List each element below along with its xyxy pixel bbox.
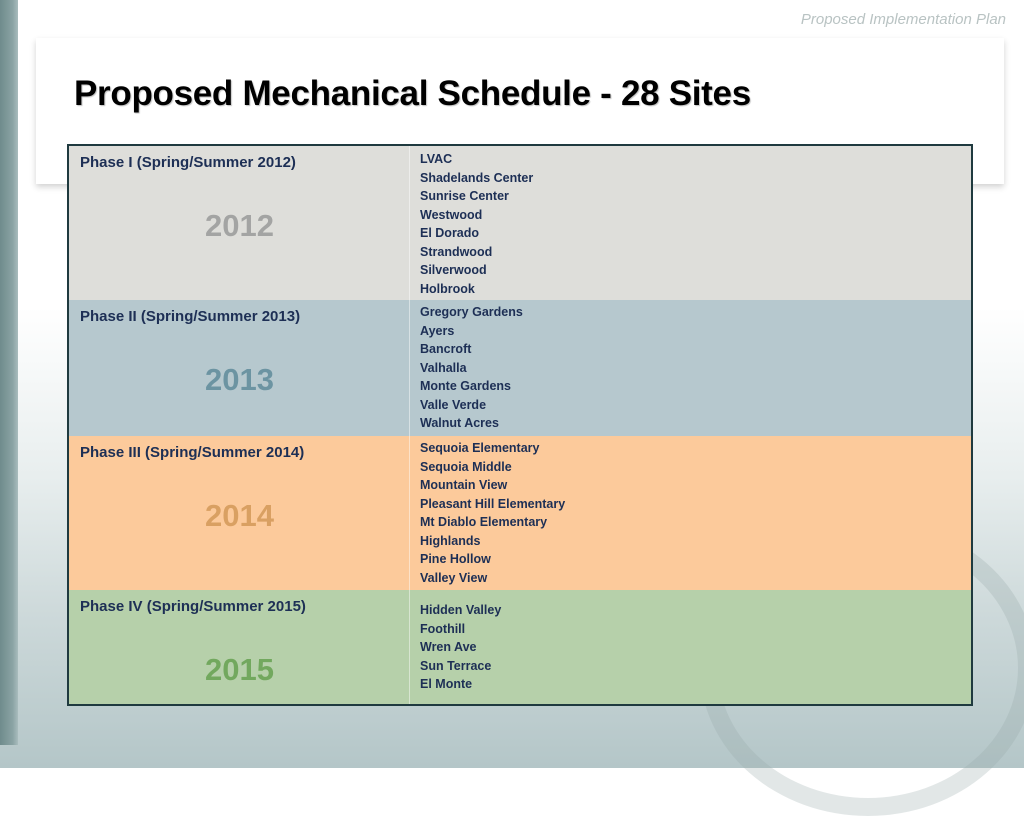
site-item: Valhalla xyxy=(420,360,467,375)
site-item: El Dorado xyxy=(420,226,480,240)
sites-list xyxy=(410,590,971,704)
site-item: Mountain View xyxy=(420,478,508,492)
schedule-table xyxy=(67,144,973,706)
phase-label: Phase III (Spring/Summer 2014) xyxy=(80,444,305,461)
site-item: LVAC xyxy=(420,152,453,166)
site-item: Walnut Acres xyxy=(420,416,499,430)
phase-cell xyxy=(69,436,410,590)
site-item: Hidden Valley xyxy=(420,603,502,617)
left-accent-bar xyxy=(0,0,18,745)
site-item: Monte Gardens xyxy=(420,379,511,393)
sites-list xyxy=(410,146,971,300)
phase-label: Phase I (Spring/Summer 2012) xyxy=(80,154,296,171)
site-item: Pleasant Hill Elementary xyxy=(420,496,566,511)
site-item: Sunrise Center xyxy=(420,189,509,203)
site-item: El Monte xyxy=(420,677,473,691)
phase-cell xyxy=(69,590,410,704)
site-item: Bancroft xyxy=(420,342,472,356)
sites-list xyxy=(410,436,971,590)
phase-row-2 xyxy=(69,300,971,436)
phase-label: Phase IV (Spring/Summer 2015) xyxy=(80,598,306,615)
site-item: Sequoia Middle xyxy=(420,459,512,474)
sites-list xyxy=(410,300,971,436)
site-item: Gregory Gardens xyxy=(420,305,523,319)
phase-row-1 xyxy=(69,146,971,300)
site-item: Sun Terrace xyxy=(420,658,492,673)
phase-year: 2014 xyxy=(205,498,274,533)
site-item: Foothill xyxy=(420,621,466,636)
phase-cell xyxy=(69,300,410,436)
phase-row-4 xyxy=(69,590,971,704)
site-item: Silverwood xyxy=(420,263,487,277)
phase-label: Phase II (Spring/Summer 2013) xyxy=(80,308,301,325)
site-item: Westwood xyxy=(420,207,483,222)
site-item: Ayers xyxy=(420,323,455,338)
site-item: Valley View xyxy=(420,570,488,585)
phase-year: 2015 xyxy=(205,652,274,687)
phase-cell xyxy=(69,146,410,300)
site-item: Wren Ave xyxy=(420,640,477,654)
site-item: Mt Diablo Elementary xyxy=(420,515,548,529)
site-item: Highlands xyxy=(420,533,481,548)
site-item: Valle Verde xyxy=(420,397,487,412)
site-item: Pine Hollow xyxy=(420,552,491,566)
plan-label: Proposed Implementation Plan xyxy=(800,11,1006,28)
site-item: Strandwood xyxy=(420,244,493,259)
site-item: Sequoia Elementary xyxy=(420,441,540,455)
phase-year: 2013 xyxy=(205,362,274,397)
page-title: Proposed Mechanical Schedule - 28 Sites xyxy=(74,74,751,113)
phase-year: 2012 xyxy=(205,208,274,243)
phase-row-3 xyxy=(69,436,971,590)
site-item: Holbrook xyxy=(420,281,475,296)
site-item: Shadelands Center xyxy=(420,170,534,185)
